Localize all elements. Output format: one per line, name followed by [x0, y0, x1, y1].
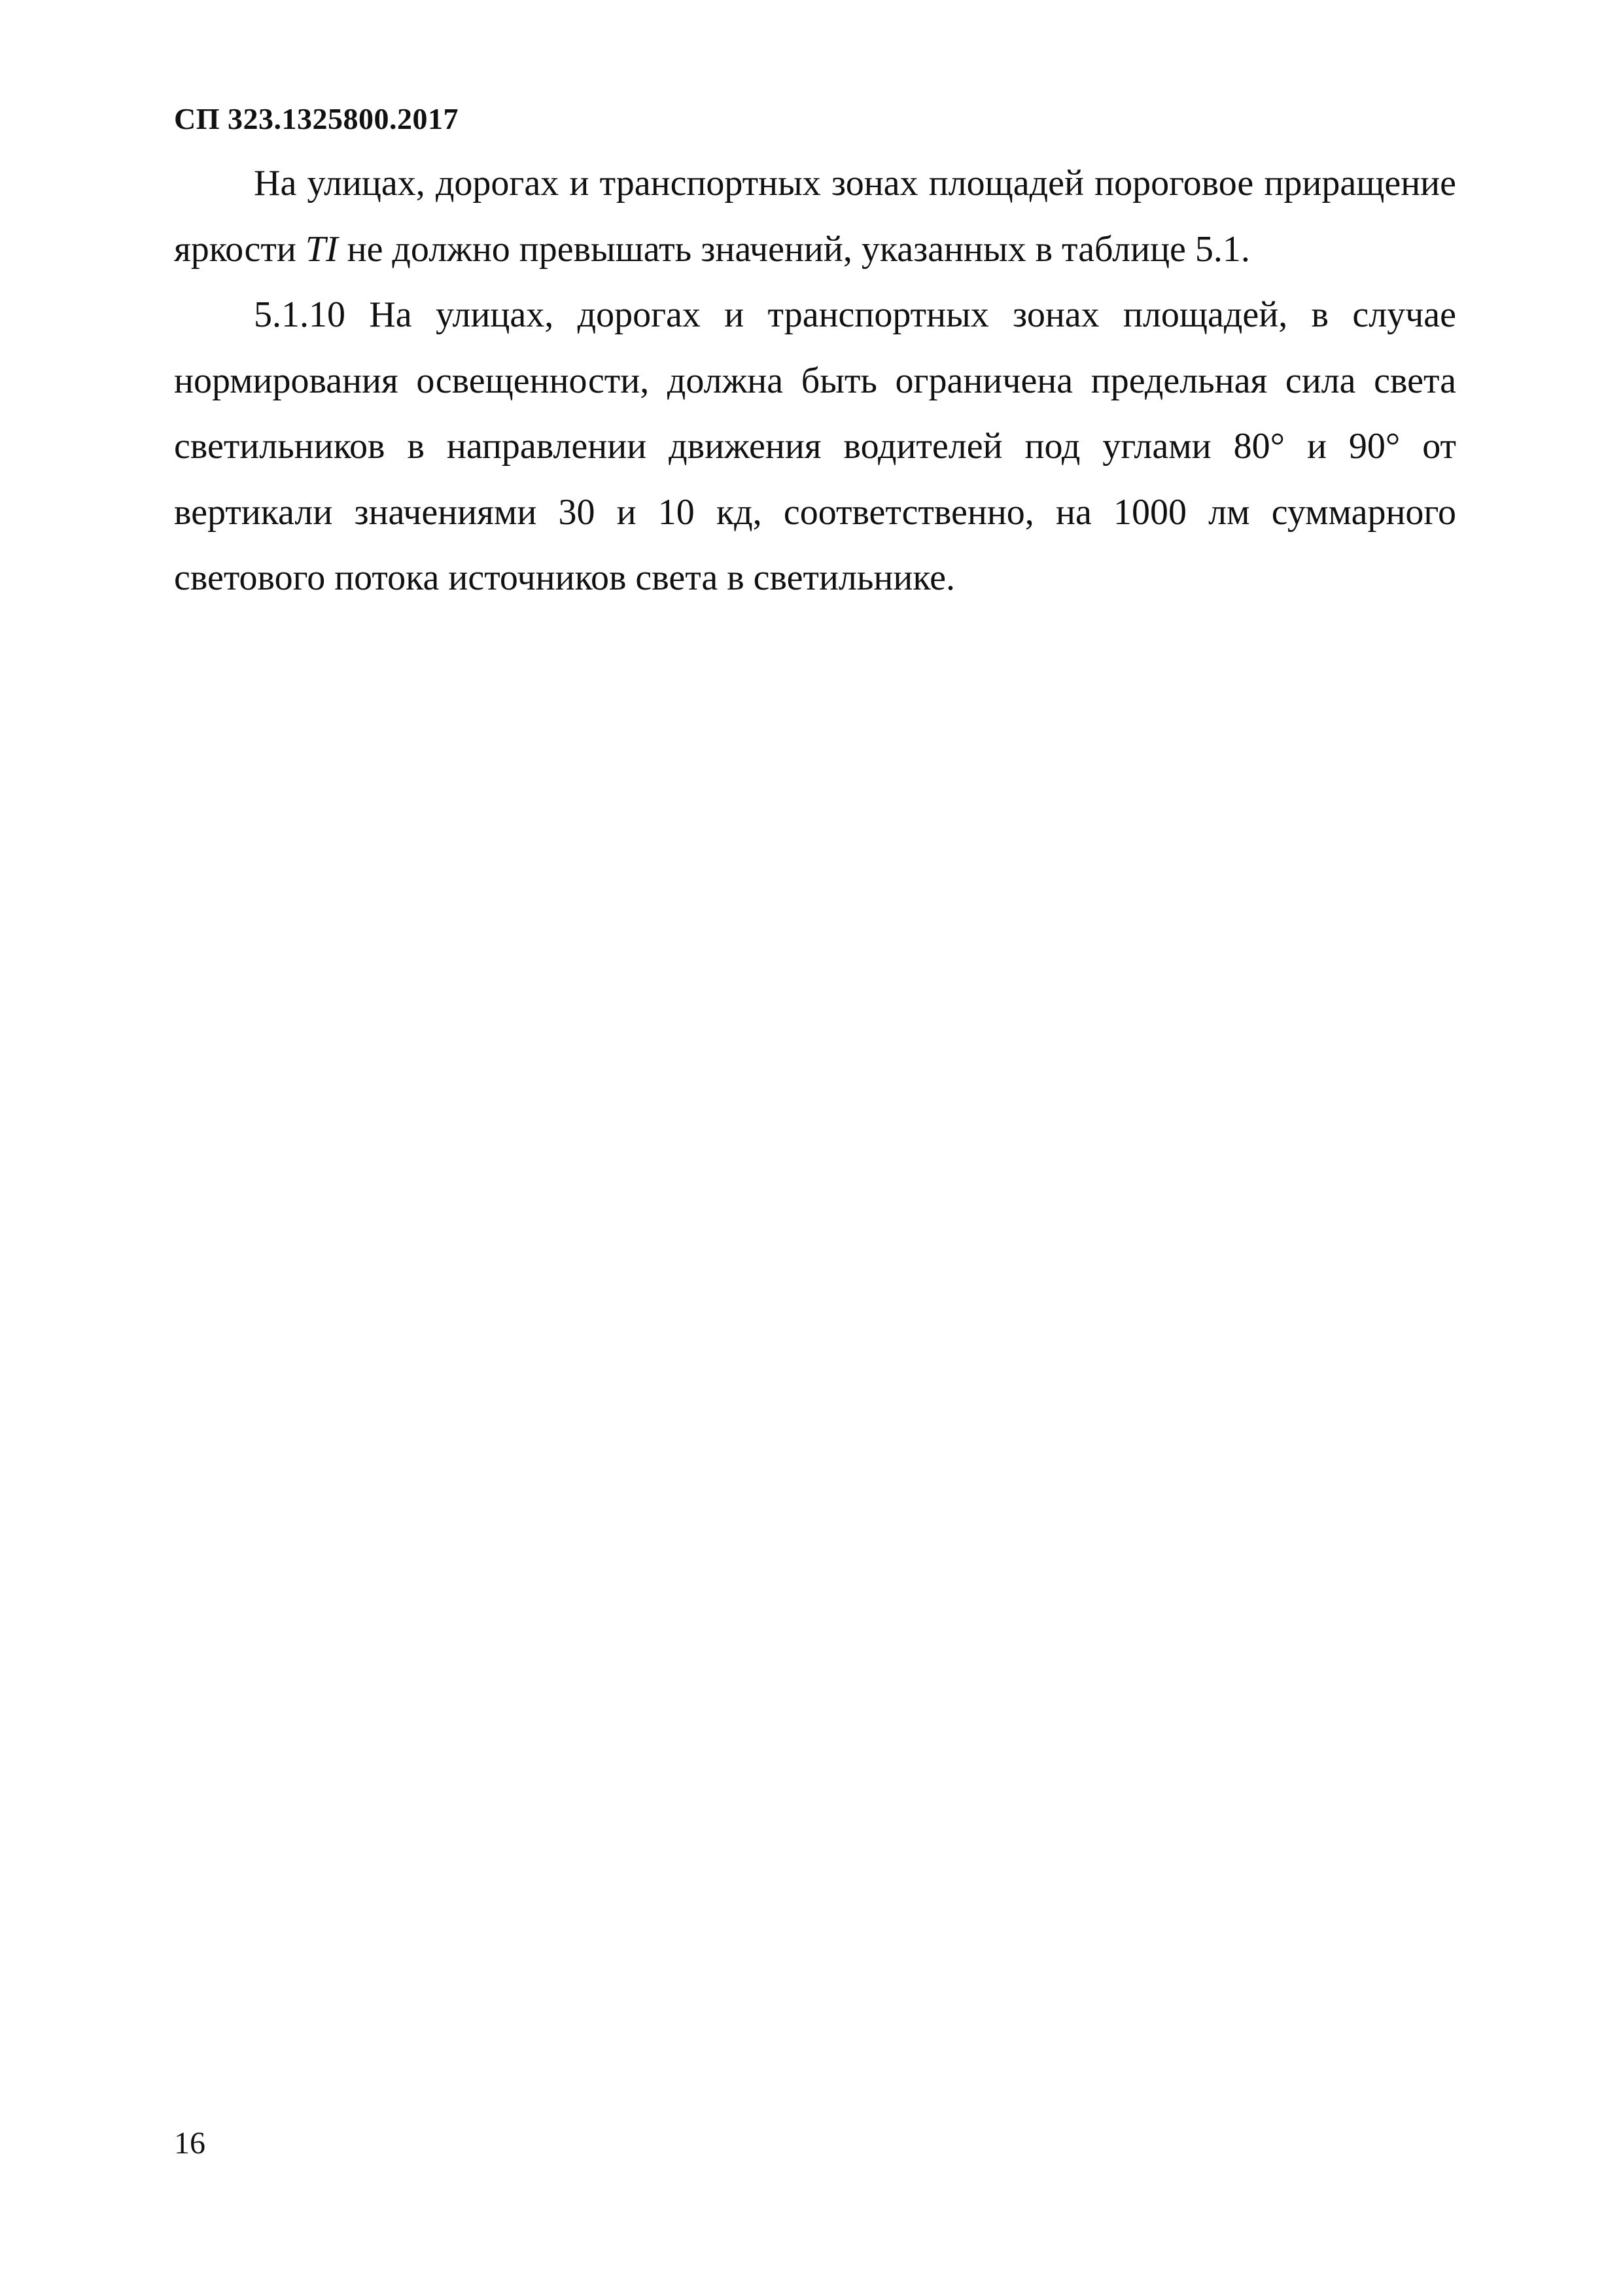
document-code-header: СП 323.1325800.2017: [174, 102, 459, 135]
paragraph-text-after: не должно превышать значений, указанных в таблице 5.1.: [338, 228, 1250, 270]
paragraph-5-1-10: 5.1.10 На улицах, дорогах и транспортных зонах площадей, в случае нормирования освещенности, должна быть ограничена предельная сила света светильников в направлении движения водителей под углами 80° и 90° от вертикали значениями 30 и 10 кд, соответственно, на 1000 лм суммарного светового потока источников света в светильнике.: [174, 294, 1456, 598]
document-body: [174, 150, 1456, 611]
paragraph-threshold-increment: [174, 150, 1456, 282]
paragraph-text-before: На улицах, дорогах и транспортных зонах площадей пороговое приращение яркости: [174, 163, 1456, 270]
page-number: 16: [174, 2126, 205, 2161]
ti-symbol: TI: [305, 228, 338, 270]
